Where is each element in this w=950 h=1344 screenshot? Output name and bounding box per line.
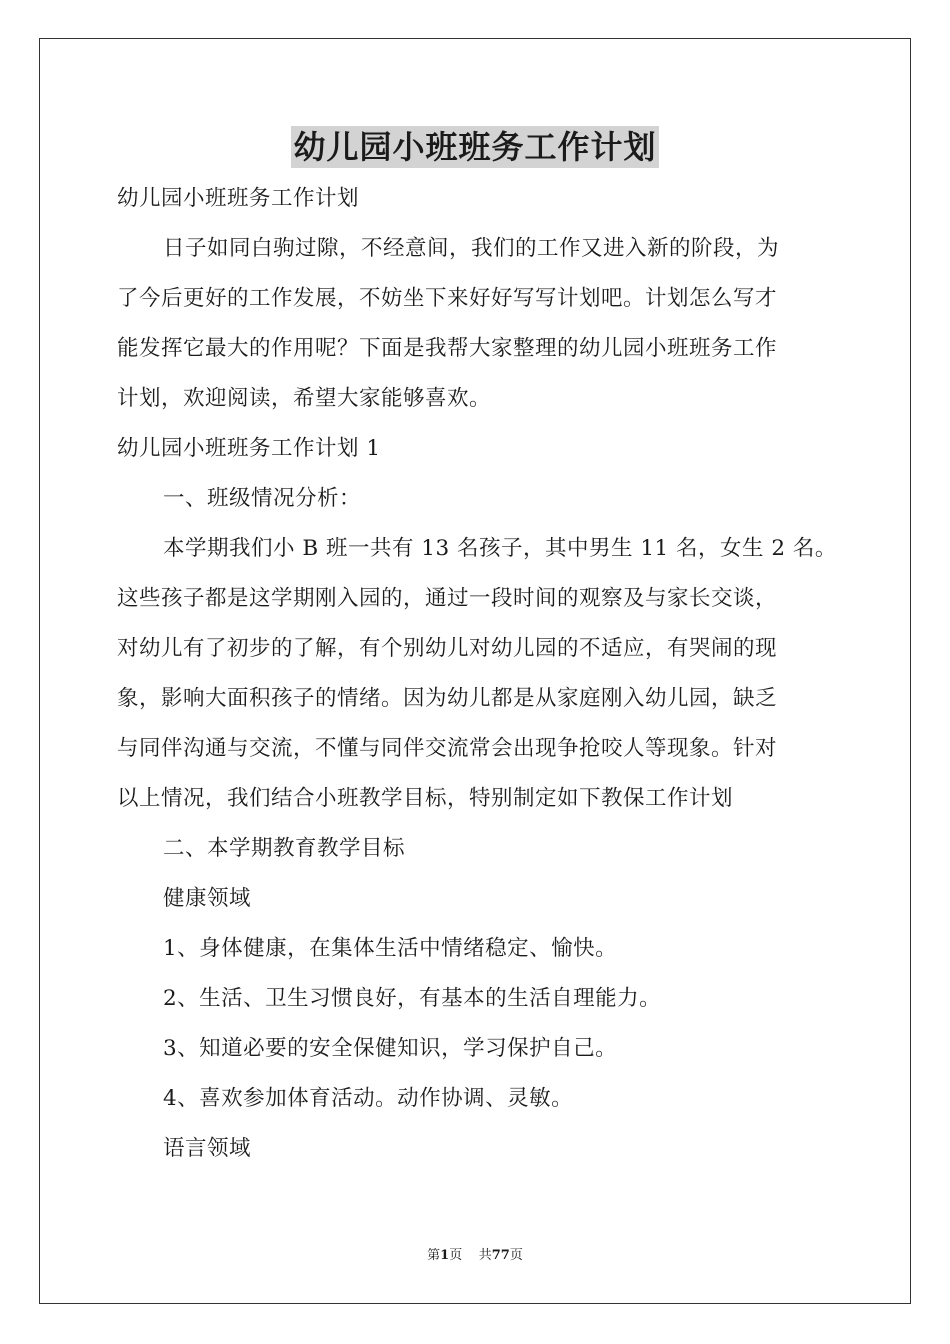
paragraph-line: 本学期我们小 B 班一共有 13 名孩子，其中男生 11 名，女生 2 名。	[163, 536, 837, 561]
list-item: 3、知道必要的安全保健知识，学习保护自己。	[163, 1036, 618, 1061]
paragraph-line: 计划，欢迎阅读，希望大家能够喜欢。	[117, 386, 492, 411]
total-pages: 77	[491, 1248, 510, 1263]
title-container	[0, 126, 950, 168]
paragraph-line: 对幼儿有了初步的了解，有个别幼儿对幼儿园的不适应，有哭闹的现	[117, 636, 778, 661]
total-suffix: 页	[509, 1248, 523, 1263]
section-heading: 幼儿园小班班务工作计划 1	[117, 436, 381, 461]
total-prefix: 共	[478, 1248, 492, 1263]
subtitle-line: 幼儿园小班班务工作计划	[117, 186, 360, 211]
page-prefix: 第	[427, 1248, 441, 1263]
paragraph-line: 日子如同白驹过隙，不经意间，我们的工作又进入新的阶段，为	[163, 236, 780, 261]
paragraph-line: 与同伴沟通与交流，不懂与同伴交流常会出现争抢咬人等现象。针对	[117, 736, 778, 761]
paragraph-line: 了今后更好的工作发展，不妨坐下来好好写写计划吧。计划怎么写才	[117, 286, 778, 311]
list-item: 4、喜欢参加体育活动。动作协调、灵敏。	[163, 1086, 574, 1111]
paragraph-line: 能发挥它最大的作用呢？下面是我帮大家整理的幼儿园小班班务工作	[117, 336, 778, 361]
document-title: 幼儿园小班班务工作计划	[293, 128, 657, 166]
paragraph-line: 以上情况，我们结合小班教学目标，特别制定如下教保工作计划	[117, 786, 734, 811]
list-item: 1、身体健康，在集体生活中情绪稳定、愉快。	[163, 936, 618, 961]
paragraph-line: 象，影响大面积孩子的情绪。因为幼儿都是从家庭刚入幼儿园，缺乏	[117, 686, 778, 711]
page-suffix: 页	[449, 1248, 463, 1263]
domain-heading: 健康领域	[163, 886, 252, 911]
paragraph-line: 这些孩子都是这学期刚入园的，通过一段时间的观察及与家长交谈，	[117, 586, 778, 611]
subsection-heading: 二、本学期教育教学目标	[163, 836, 406, 861]
page-border	[39, 38, 911, 1304]
list-item: 2、生活、卫生习惯良好，有基本的生活自理能力。	[163, 986, 662, 1011]
page-number: 1	[440, 1248, 450, 1263]
subsection-heading: 一、班级情况分析：	[163, 486, 362, 511]
domain-heading: 语言领域	[163, 1136, 252, 1161]
page-footer	[0, 1247, 950, 1265]
